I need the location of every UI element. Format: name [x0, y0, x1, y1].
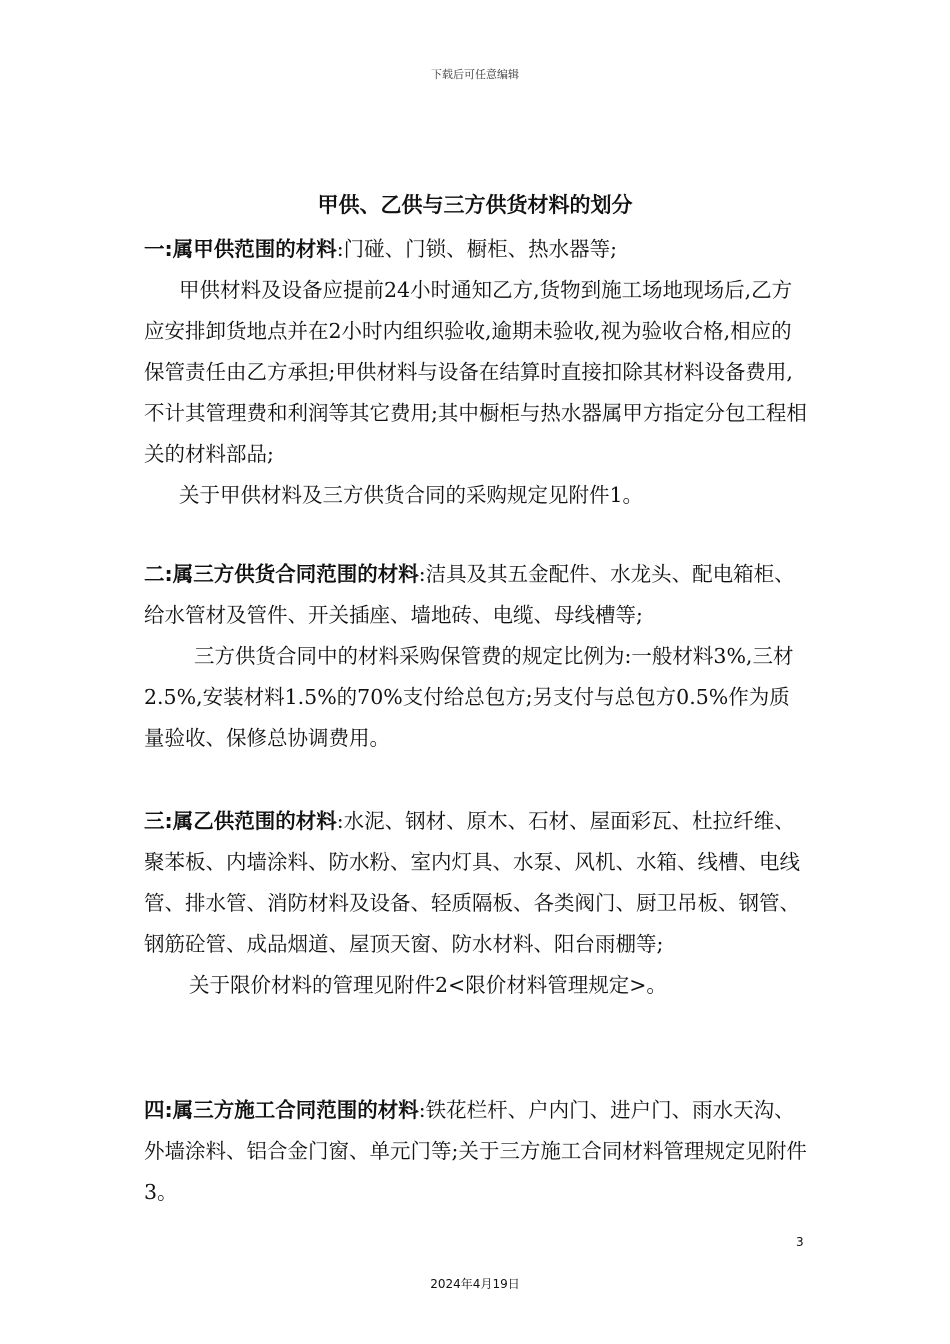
- page-number: 3: [796, 1235, 804, 1249]
- section-1-items: :门碰、门锁、橱柜、热水器等;: [336, 237, 618, 261]
- section-2-heading: 二:属三方供货合同范围的材料: [144, 562, 419, 586]
- header-note: 下载后可任意编辑: [431, 68, 519, 81]
- section-2-paragraph-1: 三方供货合同中的材料采购保管费的规定比例为:一般材料3%,三材2.5%,安装材料1.5%的70%支付给总包方;另支付与总包方0.5%作为质量验收、保修总协调费用。: [144, 644, 794, 750]
- footer-date: 2024年4月19日: [430, 1277, 520, 1291]
- section-3-heading: 三:属乙供范围的材料: [144, 809, 337, 833]
- section-3-lead: [144, 801, 808, 965]
- section-1-paragraph-1: 甲供材料及设备应提前24小时通知乙方,货物到施工场地现场后,乙方应安排卸货地点并在2小时内组织验收,逾期未验收,视为验收合格,相应的保管责任由乙方承担;甲供材料与设备在结算时直接扣除其材料设备费用,不计其管理费和利润等其它费用;其中橱柜与热水器属甲方指定分包工程相关的材料部品;: [144, 278, 807, 466]
- section-1-heading: 一:属甲供范围的材料: [144, 237, 337, 261]
- section-2-lead: [144, 554, 808, 636]
- section-4-lead: [144, 1090, 808, 1213]
- section-4: [144, 1090, 808, 1213]
- section-2: [144, 554, 808, 759]
- section-3: [144, 801, 808, 1006]
- section-3-items: :水泥、钢材、原木、石材、屋面彩瓦、杜拉纤维、聚苯板、内墙涂料、防水粉、室内灯具、水泵、风机、水箱、线槽、电线管、排水管、消防材料及设备、轻质隔板、各类阀门、厨卫吊板、钢管、钢筋砼管、成品烟道、屋顶天窗、防水材料、阳台雨棚等;: [144, 809, 800, 956]
- section-4-items: :铁花栏杆、户内门、进户门、雨水天沟、外墙涂料、铝合金门窗、单元门等;关于三方施工合同材料管理规定见附件3。: [144, 1098, 807, 1204]
- section-4-heading: 四:属三方施工合同范围的材料: [144, 1098, 419, 1122]
- section-1-lead: [144, 229, 808, 270]
- section-3-paragraph-1: 关于限价材料的管理见附件2<限价材料管理规定>。: [189, 973, 667, 997]
- document-title: 甲供、乙供与三方供货材料的划分: [317, 193, 633, 217]
- section-1-paragraph-2: 关于甲供材料及三方供货合同的采购规定见附件1。: [179, 483, 644, 507]
- section-2-items: :洁具及其五金配件、水龙头、配电箱柜、给水管材及管件、开关插座、墙地砖、电缆、母线槽等;: [144, 562, 795, 627]
- section-1: [144, 229, 808, 516]
